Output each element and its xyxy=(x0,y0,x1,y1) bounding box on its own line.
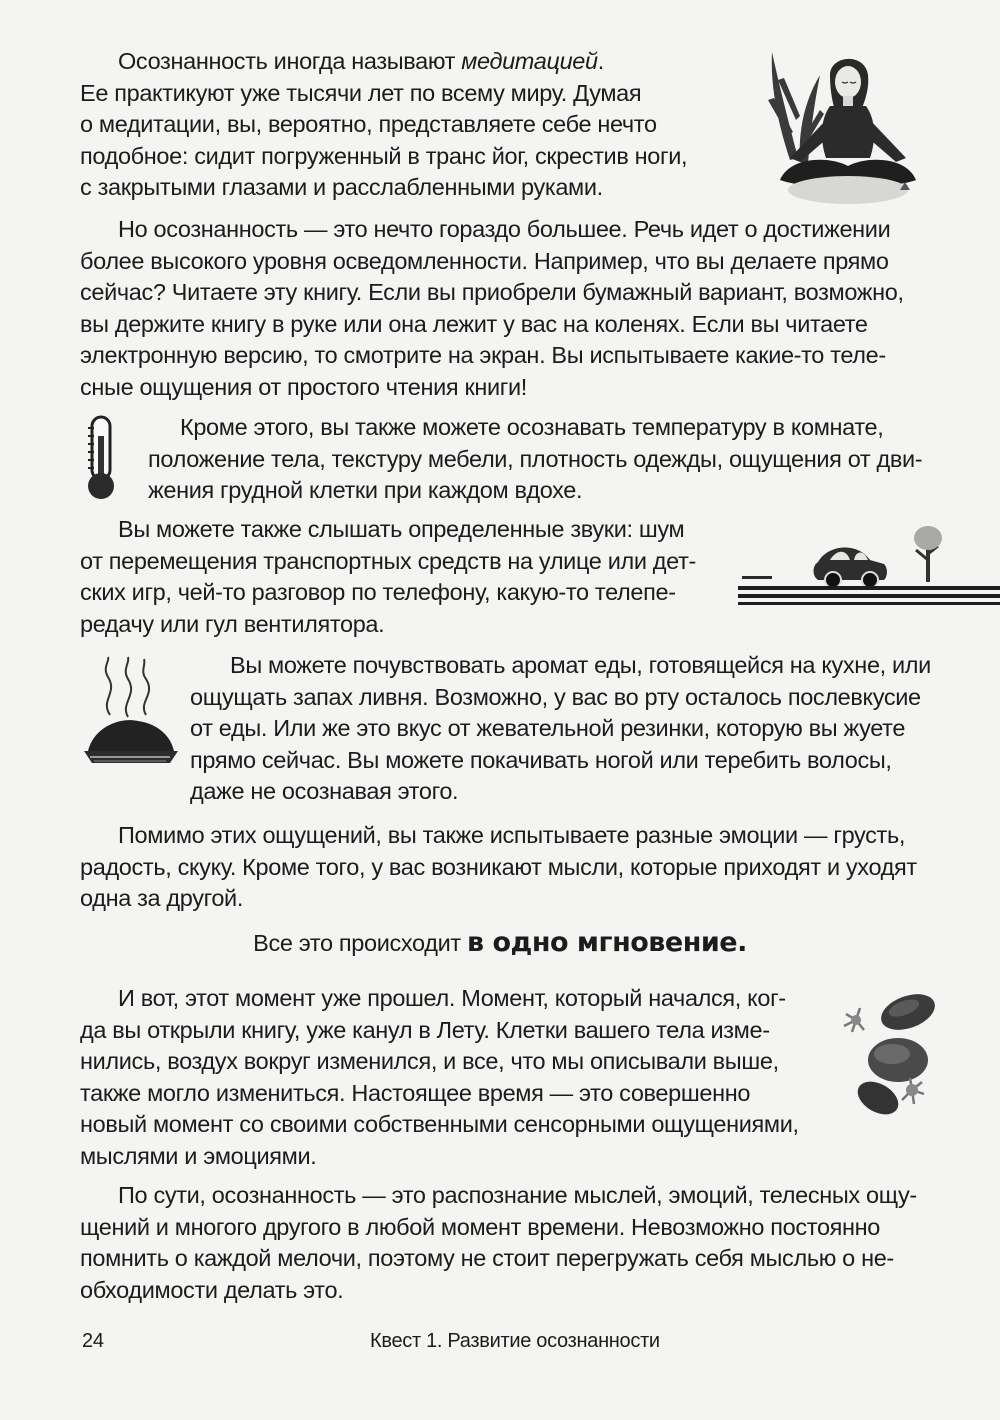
paragraph-line: Ее практикуют уже тысячи лет по всему миру. Думая xyxy=(80,79,642,106)
paragraph-emotions xyxy=(80,820,935,915)
paragraph-line: По сути, осознанность — это распознание мыслей, эмоций, телесных ощу- xyxy=(118,1182,917,1208)
paragraph-line: обходимости делать это. xyxy=(80,1276,344,1303)
steaming-pie-illustration xyxy=(80,655,180,775)
paragraph-line: ощущать запах ливня. Возможно, у вас во рту осталось послевкусие xyxy=(190,683,921,710)
paragraph-line: ских игр, чей-то разговор по телефону, какую-то телепе- xyxy=(80,579,676,605)
paragraph-meditation xyxy=(80,46,708,204)
paragraph-line: Но осознанность — это нечто гораздо большее. Речь идет о достижении xyxy=(118,216,891,242)
paragraph-line: нились, воздух вокруг изменился, и все, что мы описывали выше, xyxy=(80,1048,779,1074)
paragraph-awareness xyxy=(80,214,932,403)
paragraph-line: Осознанность иногда называют медитацией. xyxy=(118,48,604,74)
paragraph-line: прямо сейчас. Вы можете покачивать ногой или теребить волосы, xyxy=(190,746,892,773)
paragraph-line: радость, скуку. Кроме того, у вас возникают мысли, которые приходят и уходят xyxy=(80,853,917,880)
highlight-statement: Все это происходит в одно мгновение. xyxy=(253,927,747,958)
paragraph-line: сейчас? Читаете эту книгу. Если вы приобрели бумажный вариант, возможно, xyxy=(80,279,904,305)
paragraph-line: с закрытыми глазами и расслабленными руками. xyxy=(80,174,603,200)
paragraph-line: Кроме этого, вы также можете осознавать температуру в комнате, xyxy=(180,414,884,440)
paragraph-line: жения грудной клетки при каждом вдохе. xyxy=(148,477,583,503)
paragraph-body-sensations xyxy=(148,412,933,507)
paragraph-line: И вот, этот момент уже прошел. Момент, который начался, ког- xyxy=(118,985,786,1011)
paragraph-line: новый момент со своими собственными сенсорными ощущениями, xyxy=(80,1111,799,1137)
paragraph-line: Вы можете почувствовать аромат еды, готовящейся на кухне, или xyxy=(230,652,931,678)
paragraph-line: положение тела, текстуру мебели, плотность одежды, ощущения от дви- xyxy=(148,445,923,472)
meditating-woman-illustration xyxy=(760,40,920,210)
paragraph-line: сные ощущения от простого чтения книги! xyxy=(80,373,527,400)
paragraph-sounds xyxy=(80,514,700,640)
paragraph-line: более высокого уровня осведомленности. Например, что вы делаете прямо xyxy=(80,247,889,274)
paragraph-line: Помимо этих ощущений, вы также испытываете разные эмоции — грусть, xyxy=(118,822,906,848)
cells-illustration xyxy=(838,990,938,1120)
paragraph-conclusion xyxy=(80,1180,935,1306)
paragraph-line: о медитации, вы, вероятно, представляете себе нечто xyxy=(80,111,657,137)
paragraph-line: мыслями и эмоциями. xyxy=(80,1142,317,1169)
emphasized-word: медитацией xyxy=(461,48,598,74)
paragraph-line: электронную версию, то смотрите на экран. Вы испытываете какие-то теле- xyxy=(80,342,886,368)
paragraph-line: помнить о каждой мелочи, поэтому не стоит перегружать себя мыслью о не- xyxy=(80,1245,894,1271)
paragraph-line: щений и многого другого в любой момент времени. Невозможно постоянно xyxy=(80,1213,881,1240)
paragraph-line: даже не осознавая этого. xyxy=(190,778,459,804)
paragraph-moment-passed xyxy=(80,983,810,1172)
paragraph-line: одна за другой. xyxy=(80,885,244,911)
thermometer-icon xyxy=(82,414,122,504)
paragraph-line: подобное: сидит погруженный в транс йог, скрестив ноги, xyxy=(80,142,688,169)
running-footer-chapter: Квест 1. Развитие осознанности xyxy=(370,1330,660,1352)
paragraph-smell-taste xyxy=(190,650,935,808)
paragraph-line: от еды. Или же это вкус от жевательной резинки, которую вы жуете xyxy=(190,715,906,741)
highlight-phrase: в одно мгновение xyxy=(466,927,738,958)
paragraph-line: вы держите книгу в руке или она лежит у вас на коленях. Если вы читаете xyxy=(80,310,868,337)
paragraph-line: также могло измениться. Настоящее время — это совершенно xyxy=(80,1079,751,1106)
paragraph-line: редачу или гул вентилятора. xyxy=(80,610,385,637)
paragraph-line: от перемещения транспортных средств на улице или дет- xyxy=(80,547,696,574)
paragraph-line: Вы можете также слышать определенные звуки: шум xyxy=(118,516,685,542)
car-on-road-illustration xyxy=(738,520,1000,610)
page-number: 24 xyxy=(82,1330,104,1352)
paragraph-line: да вы открыли книгу, уже канул в Лету. Клетки вашего тела изме- xyxy=(80,1016,770,1043)
